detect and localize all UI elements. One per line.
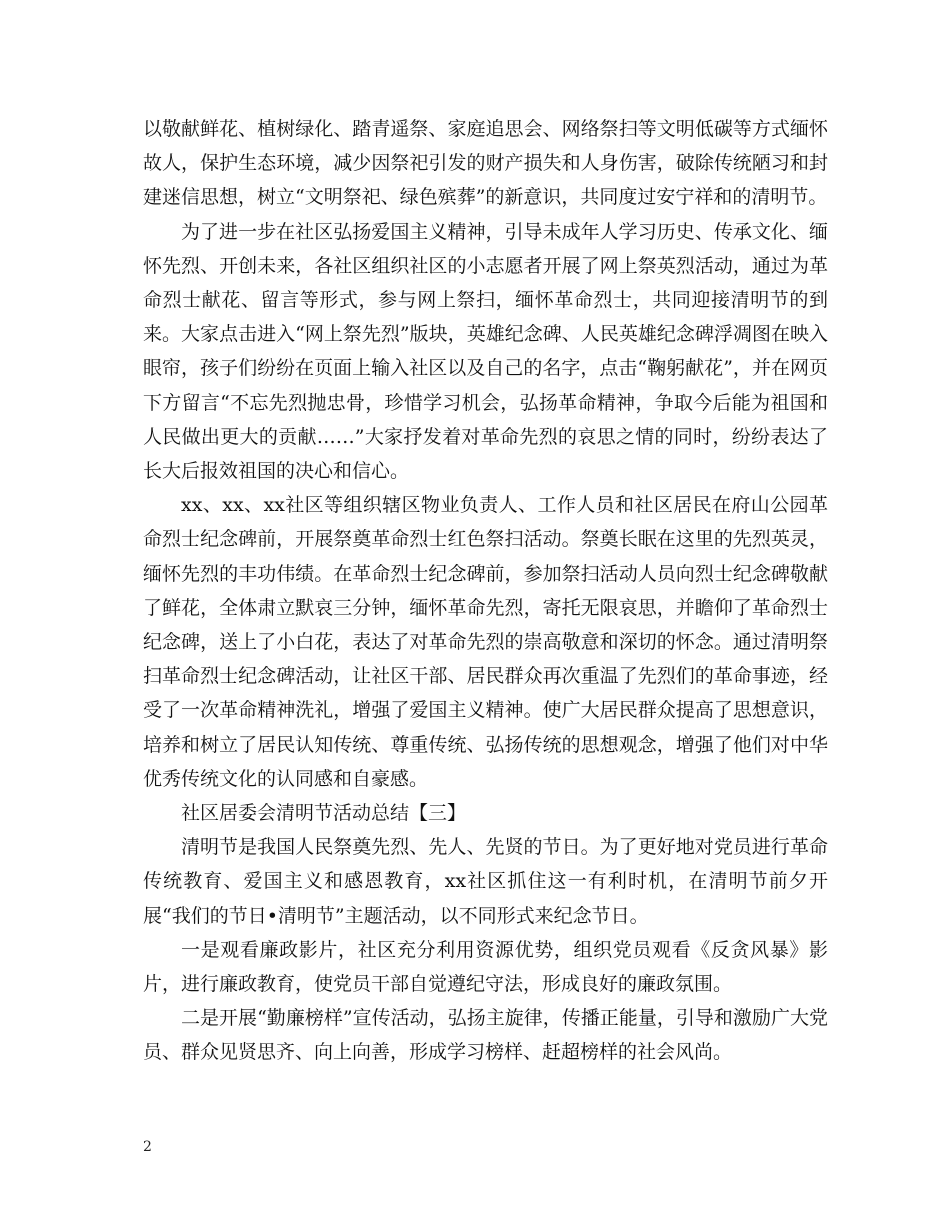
paragraph-role-model-campaign: 二是开展“勤廉榜样”宣传活动，弘扬主旋律，传播正能量，引导和激励广大党员、群众见贤思齐、向上向善，形成学习榜样、赶超榜样的社会风尚。 (143, 1007, 828, 1064)
page-number: 2 (143, 1139, 152, 1155)
section-heading-summary-three: 社区居委会清明节活动总结【三】 (181, 802, 467, 825)
document-body (143, 112, 828, 1070)
paragraph-online-martyrs-tribute: 为了进一步在社区弘扬爱国主义精神，引导未成年人学习历史、传承文化、缅怀先烈、开创未来，各社区组织社区的小志愿者开展了网上祭英烈活动，通过为革命烈士献花、留言等形式，参与网上祭扫，缅怀革命烈士，共同迎接清明节的到来。大家点击进入“网上祭先烈”版块，英雄纪念碑、人民英雄纪念碑浮凋图在映入眼帘，孩子们纷纷在页面上输入社区以及自己的名字，点击“鞠躬献花”，并在网页下方留言“不忘先烈抛忠骨，珍惜学习机会，弘扬革命精神，争取今后能为祖国和人民做出更大的贡献……”大家抒发着对革命先烈的哀思之情的同时，纷纷表达了长大后报效祖国的决心和信心。 (143, 220, 828, 483)
paragraph-civilized-mourning: 以敬献鲜花、植树绿化、踏青遥祭、家庭追思会、网络祭扫等文明低碳等方式缅怀故人，保护生态环境，减少因祭祀引发的财产损失和人身伤害，破除传统陋习和封建迷信思想，树立“文明祭祀、绿色殡葬”的新意识，共同度过安宁祥和的清明节。 (143, 118, 828, 209)
paragraph-integrity-film: 一是观看廉政影片，社区充分利用资源优势，组织党员观看《反贪风暴》影片，进行廉政教育，使党员干部自觉遵纪守法，形成良好的廉政氛围。 (143, 938, 828, 996)
paragraph-qingming-introduction: 清明节是我国人民祭奠先烈、先人、先贤的节日。为了更好地对党员进行革命传统教育、爱国主义和感恩教育，xx社区抓住这一有利时机，在清明节前夕开展“我们的节日•清明节”主题活动，以不同形式来纪念节日。 (143, 836, 828, 927)
paragraph-monument-ceremony: xx、xx、xx社区等组织辖区物业负责人、工作人员和社区居民在府山公园革命烈士纪念碑前，开展祭奠革命烈士红色祭扫活动。祭奠长眠在这里的先烈英灵，缅怀先烈的丰功伟绩。在革命烈士纪念碑前，参加祭扫活动人员向烈士纪念碑敬献了鲜花，全体肃立默哀三分钟，缅怀革命先烈，寄托无限哀思，并瞻仰了革命烈士纪念碑，送上了小白花，表达了对革命先烈的崇高敬意和深切的怀念。通过清明祭扫革命烈士纪念碑活动，让社区干部、居民群众再次重温了先烈们的革命事迹，经受了一次革命精神洗礼，增强了爱国主义精神。使广大居民群众提高了思想意识，培养和树立了居民认知传统、尊重传统、弘扬传统的思想观念，增强了他们对中华优秀传统文化的认同感和自豪感。 (143, 494, 828, 790)
